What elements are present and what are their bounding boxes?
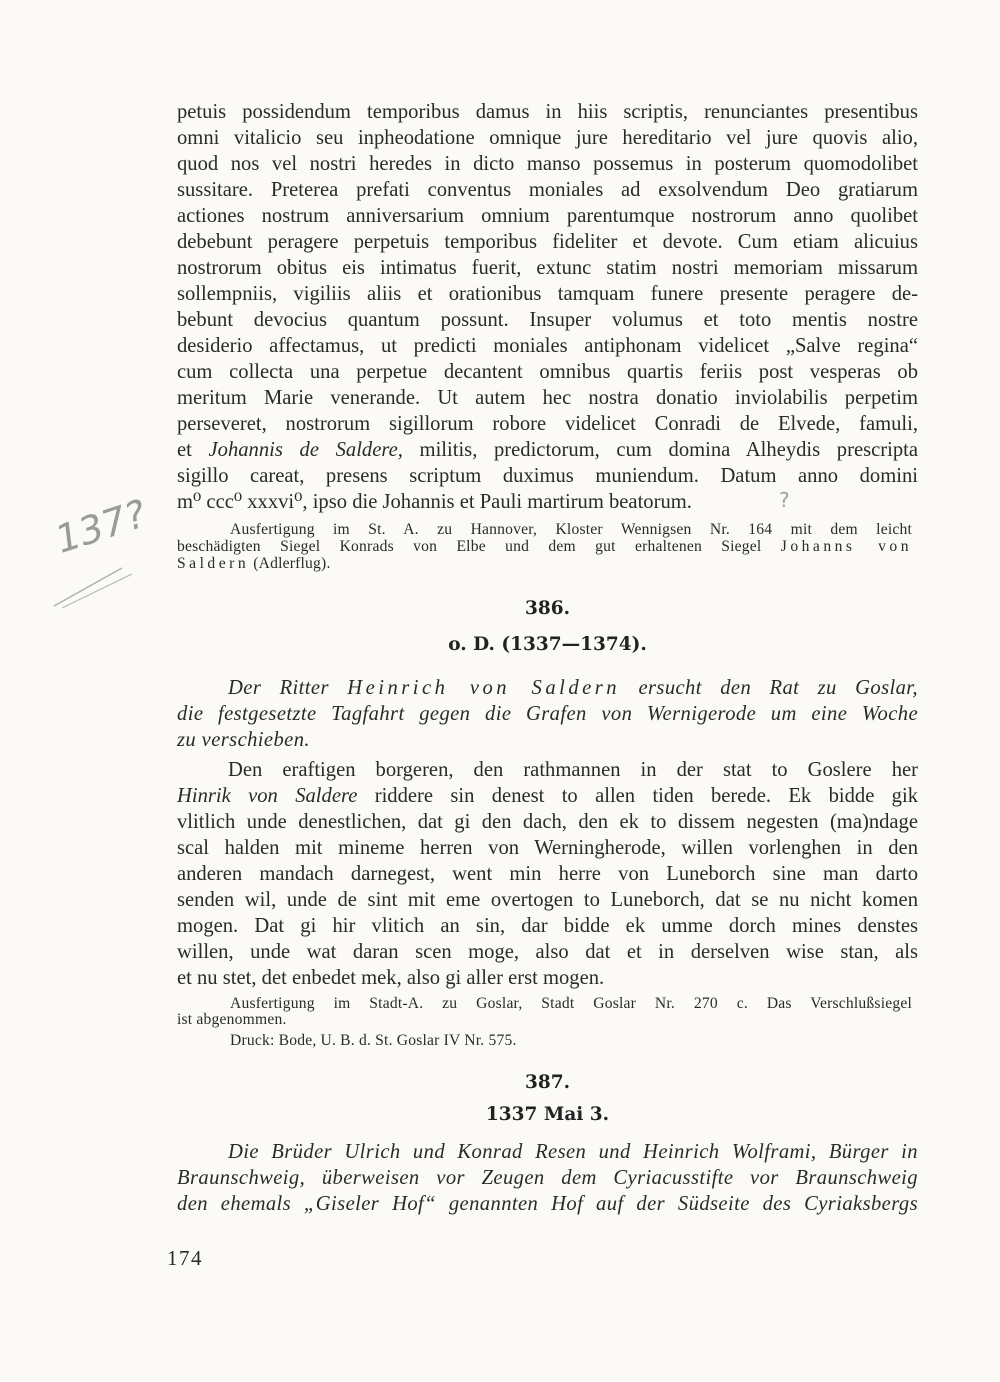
- text-line: desiderio affectamus, ut predicti moniales antiphonam videlicet „Salve regina“: [177, 335, 918, 357]
- text-line: meritum Marie venerande. Ut autem hec nostra donatio inviolabilis perpetim: [177, 387, 918, 409]
- summary-line: den ehemals „Giseler Hof“ genannten Hof auf der Südseite des Cyriaksbergs: [177, 1193, 918, 1215]
- text-line: Hinrik von Saldere riddere sin denest to allen tiden berede. Ek bidde gik: [177, 785, 919, 807]
- text-line: scal halden mit mineme herren von Werningherode, willen vorlenghen in den: [177, 837, 918, 859]
- page-number: 174: [167, 1246, 203, 1270]
- margin-pencil-annotation: 137?: [50, 491, 152, 562]
- text-line: m⁰ ccc⁰ xxxvi⁰, ipso die Johannis et Pauli martirum beatorum.: [177, 491, 692, 513]
- text-line: sollempniis, vigiliis aliis et orationibus tamquam funere presente peragere de-: [177, 283, 918, 305]
- summary-line: Braunschweig, überweisen vor Zeugen dem Cyriacusstifte vor Braunschweig: [177, 1167, 918, 1189]
- text-line: actiones nostrum anniversarium omnium parentumque nostrorum anno quolibet: [177, 205, 918, 227]
- document-date: o. D. (1337—1374).: [448, 634, 647, 655]
- summary-line: die festgesetzte Tagfahrt gegen die Grafen von Wernigerode um eine Woche: [177, 703, 918, 725]
- print-note-line: Druck: Bode, U. B. d. St. Goslar IV Nr. 575.: [230, 1032, 517, 1049]
- source-note-line: Saldern (Adlerflug).: [177, 555, 331, 572]
- text-line: quod nos vel nostri heredes in dicto manso possemus in posterum quomodolibet: [177, 153, 918, 175]
- text-line: debebunt peragere perpetuis temporibus fideliter et devote. Cum etiam alicuius: [177, 231, 918, 253]
- document-number: 387.: [524, 1072, 571, 1093]
- text-line: willen, unde wat daran scen moge, also dat et in derselven wise stan, als: [177, 941, 918, 963]
- text-line: senden wil, unde de sint mit eme overtogen to Luneborch, dat se nu nicht komen: [177, 889, 918, 911]
- text-line: Den eraftigen borgeren, den rathmannen in der stat to Goslere her: [228, 759, 918, 781]
- text-line: sigillo careat, presens scriptum duximus muniendum. Datum anno domini: [177, 465, 918, 487]
- text-line: et Johannis de Saldere, militis, predictorum, cum domina Alheydis prescripta: [177, 439, 918, 461]
- text-line: nostrorum obitus eis intimatus fuerit, extunc statim nostri memoriam missarum: [177, 257, 918, 279]
- source-note-line: Ausfertigung im St. A. zu Hannover, Kloster Wennigsen Nr. 164 mit dem leicht: [230, 521, 912, 538]
- source-note-line: Ausfertigung im Stadt-A. zu Goslar, Stadt Goslar Nr. 270 c. Das Verschlußsiegel: [230, 995, 912, 1012]
- text-line: sussitare. Preterea prefati conventus moniales ad exsolvendum Deo gratiarum: [177, 179, 918, 201]
- summary-line: Der Ritter Heinrich von Saldern ersucht den Rat zu Goslar,: [228, 677, 918, 699]
- text-line: perseveret, nostrorum sigillorum robore videlicet Conradi de Elvede, famuli,: [177, 413, 918, 435]
- document-date: 1337 Mai 3.: [485, 1104, 610, 1125]
- text-line: anderen mandach darnegest, went min herre von Luneborch sine man darto: [177, 863, 918, 885]
- text-line: omni vitalicio seu inpheodatione omnique jure hereditario vel jure quovis alio,: [177, 127, 918, 149]
- summary-line: zu verschieben.: [177, 729, 310, 751]
- source-note-line: beschädigten Siegel Konrads von Elbe und dem gut erhaltenen Siegel Johanns von: [177, 538, 912, 555]
- text-line: vlitlich unde denestlichen, dat gi den dach, den ek to dissem negesten (ma)ndage: [177, 811, 918, 833]
- source-note-line: ist abgenommen.: [177, 1011, 287, 1028]
- document-number: 386.: [524, 598, 571, 619]
- text-line: mogen. Dat gi hir vlitich an sin, dar bidde ek umme dorch mines denstes: [177, 915, 918, 937]
- text-line: petuis possidendum temporibus damus in hiis scriptis, renunciantes presentibus: [177, 101, 918, 123]
- pencil-stroke: [52, 560, 162, 610]
- text-line: cum collecta una perpetue decantent omnibus quartis feriis post vesperas ob: [177, 361, 918, 383]
- text-line: et nu stet, det enbedet mek, also gi aller erst mogen.: [177, 967, 605, 989]
- summary-line: Die Brüder Ulrich und Konrad Resen und Heinrich Wolframi, Bürger in: [228, 1141, 918, 1163]
- inline-pencil-mark: ?: [779, 488, 790, 512]
- text-line: bebunt devocius quantum possunt. Insuper volumus et toto mentis nostre: [177, 309, 918, 331]
